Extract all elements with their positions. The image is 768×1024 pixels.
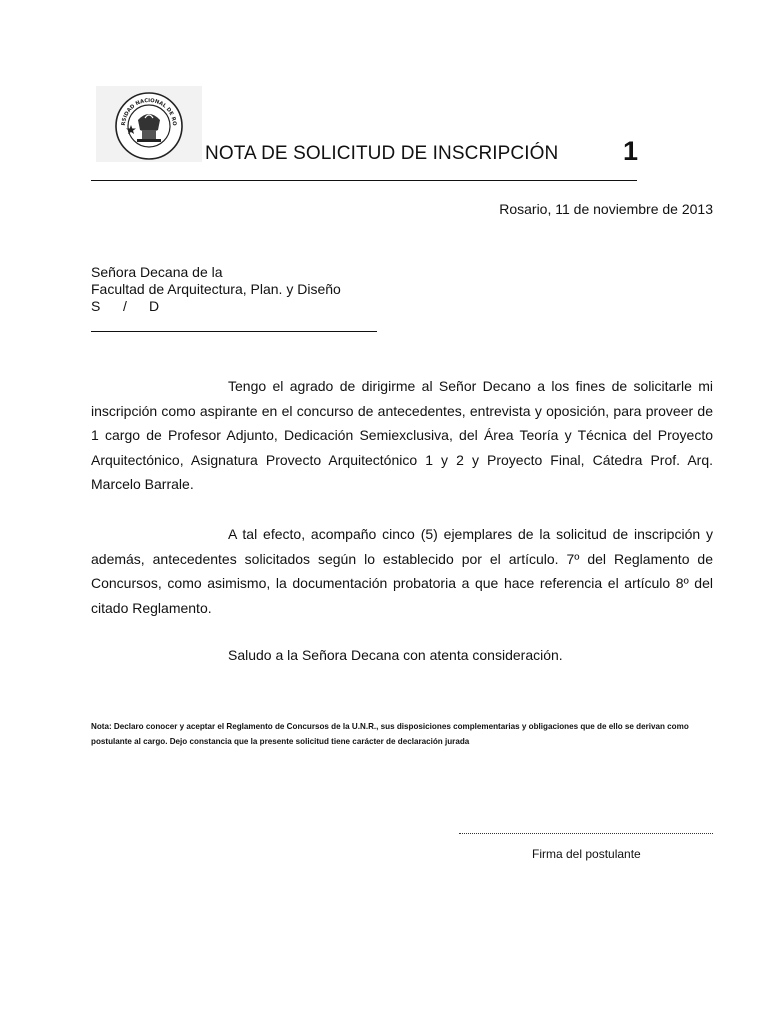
document-number: 1 bbox=[623, 136, 639, 166]
sd-s: S bbox=[91, 298, 101, 314]
university-seal-icon bbox=[96, 86, 202, 162]
addressee-block bbox=[91, 264, 341, 315]
signature-line bbox=[459, 833, 713, 834]
addressee-sd bbox=[91, 298, 341, 315]
document-title: NOTA DE SOLICITUD DE INSCRIPCIÓN bbox=[205, 143, 559, 164]
sd-d: D bbox=[149, 298, 160, 314]
body-paragraph-2: A tal efecto, acompaño cinco (5) ejemplares de la solicitud de inscripción y además, antecedentes solicitados según lo establecido por el artículo. 7º del Reglamento de Concursos, como asimismo, la documentación probatoria a que hace referencia el artículo 8º del citado Reglamento. bbox=[91, 526, 713, 616]
addressee-line-1: Señora Decana de la bbox=[91, 264, 223, 280]
addressee-underline bbox=[91, 331, 377, 332]
svg-text:UNIVERSIDAD NACIONAL DE ROSARI: RSIDAD NACIONAL DE RO bbox=[120, 97, 178, 126]
closing-line: Saludo a la Señora Decana con atenta consideración. bbox=[228, 647, 563, 663]
signature-label: Firma del postulante bbox=[532, 847, 641, 861]
sd-slash: / bbox=[123, 298, 127, 314]
university-logo bbox=[96, 86, 202, 162]
title-underline bbox=[91, 180, 637, 181]
legal-note: Nota: Declaro conocer y aceptar el Reglamento de Concursos de la U.N.R., sus disposiciones complementarias y obligaciones que de ello se derivan como postulante al cargo. Dejo constancia que la presente solicitud tiene carácter de declaración jurada bbox=[91, 722, 689, 746]
addressee-line-2: Facultad de Arquitectura, Plan. y Diseño bbox=[91, 281, 341, 297]
body-paragraph-1: Tengo el agrado de dirigirme al Señor Decano a los fines de solicitarle mi inscripción como aspirante en el concurso de antecedentes, entrevista y oposición, para proveer de 1 cargo de Profesor Adjunto, Dedicación Semiexclusiva, del Área Teoría y Técnica del Proyecto Arquitectónico, Asignatura Provecto Arquitectónico 1 y 2 y Proyecto Final, Cátedra Prof. Arq. Marcelo Barrale. bbox=[91, 378, 713, 492]
date-line: Rosario, 11 de noviembre de 2013 bbox=[499, 201, 713, 217]
